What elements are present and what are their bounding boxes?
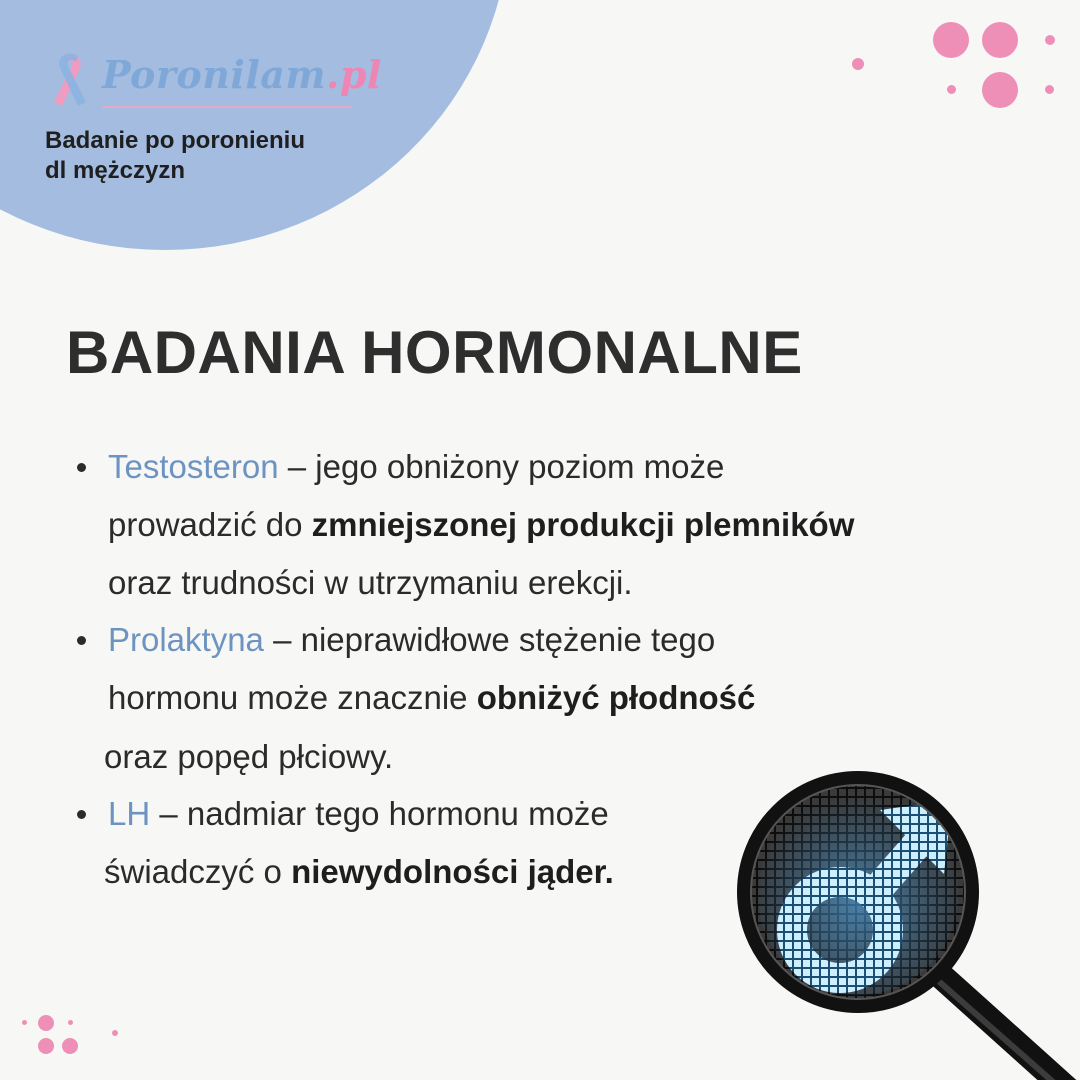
subtitle-line-1: Badanie po poronieniu: [45, 127, 306, 154]
list-item-line: Prolaktyna – nieprawidłowe stężenie tego: [108, 621, 716, 658]
term-testosteron: Testosteron: [108, 448, 279, 485]
list-item-line: Testosteron – jego obniżony poziom może: [108, 448, 725, 485]
bullet: [77, 810, 86, 819]
bullet: [77, 463, 86, 472]
list-item-line: LH – nadmiar tego hormonu może: [108, 795, 609, 832]
list-item-line: oraz popęd płciowy.: [104, 738, 394, 775]
brand-name: Poronilam.pl: [102, 52, 382, 97]
list-item-line: świadczyć o niewydolności jąder.: [104, 853, 614, 890]
magnifying-glass-male-symbol-icon: [730, 770, 1080, 1080]
subtitle-line-2: dl mężczyzn: [45, 157, 186, 184]
list-item-line: oraz trudności w utrzymaniu erekcji.: [108, 564, 633, 601]
term-prolaktyna: Prolaktyna: [108, 621, 264, 658]
bullet: [77, 636, 86, 645]
term-lh: LH: [108, 795, 151, 832]
page-title: BADANIA HORMONALNE: [66, 319, 803, 386]
list-item-line: prowadzić do zmniejszonej produkcji plemników: [108, 506, 855, 543]
list-item-line: hormonu może znacznie obniżyć płodność: [108, 679, 756, 716]
